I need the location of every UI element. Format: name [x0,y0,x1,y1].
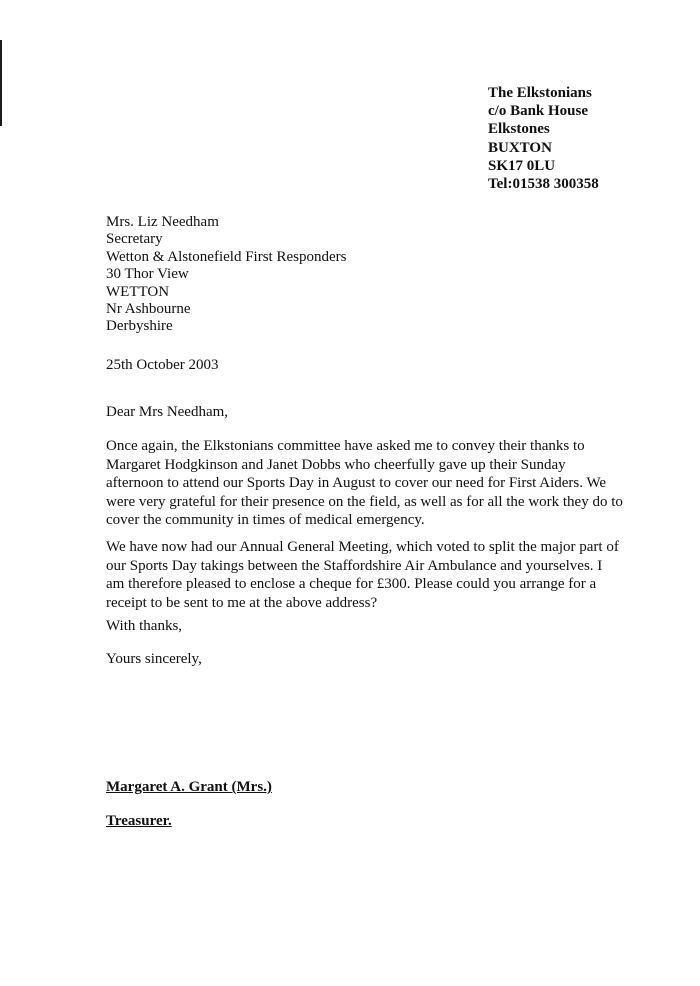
letter-date: 25th October 2003 [106,357,219,373]
body-paragraph-donation [106,538,696,612]
sender-postcode: SK17 0LU [488,157,556,174]
signatory-name: Margaret A. Grant (Mrs.) [106,779,272,795]
recipient-town: WETTON [106,283,170,300]
signatory-title: Treasurer. [106,813,172,829]
paragraph-line: Once again, the Elkstonians committee have asked me to convey their thanks to [106,438,585,454]
recipient-organisation: Wetton & Alstonefield First Responders [106,248,347,265]
closing-thanks: With thanks, [106,618,183,634]
paragraph-line: cover the community in times of medical emergency. [106,512,425,529]
paragraph-line: Margaret Hodgkinson and Janet Dobbs who cheerfully gave up their Sunday [106,456,566,473]
sender-care-of: c/o Bank House [488,103,589,120]
sender-locality: Elkstones [488,121,550,138]
scan-edge-mark [0,40,2,126]
salutation: Dear Mrs Needham, [106,404,229,420]
paragraph-line: We have now had our Annual General Meeting, which voted to split the major part of [106,539,619,555]
paragraph-line: am therefore pleased to enclose a cheque for £300. Please could you arrange for a [106,576,597,593]
paragraph-line: receipt to be sent to me at the above address? [106,594,378,611]
recipient-area: Nr Ashbourne [106,301,191,318]
paragraph-line: our Sports Day takings between the Staffordshire Air Ambulance and yourselves. I [106,557,603,574]
paragraph-line: afternoon to attend our Sports Day in August to cover our need for First Aiders. We [106,475,607,492]
recipient-name: Mrs. Liz Needham [106,214,219,230]
sender-town: BUXTON [488,139,552,156]
sender-telephone: Tel:01538 300358 [488,176,599,193]
valediction: Yours sincerely, [106,651,202,667]
paragraph-line: were very grateful for their presence on the field, as well as for all the work they do to [106,493,623,510]
sender-organisation: The Elkstonians [488,85,592,101]
recipient-address-block [106,214,346,336]
sender-address-block [488,84,599,193]
recipient-street: 30 Thor View [106,266,189,283]
recipient-role: Secretary [106,231,163,248]
body-paragraph-thanks [106,437,696,530]
recipient-county: Derbyshire [106,318,173,335]
